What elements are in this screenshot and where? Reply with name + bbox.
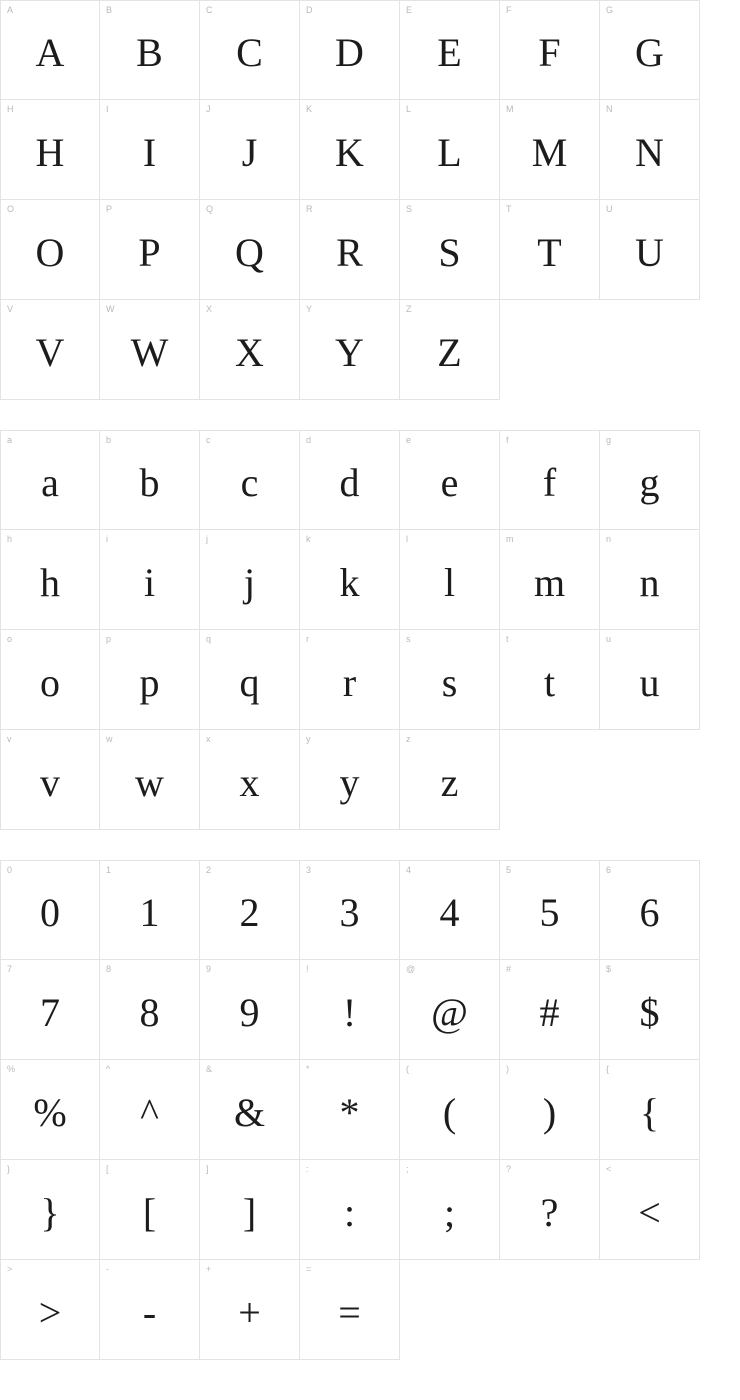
glyph-character: ? [540, 1189, 559, 1235]
glyph-character: } [40, 1189, 60, 1235]
glyph-code-label: : [306, 1164, 309, 1174]
glyph-character: V [35, 329, 65, 375]
glyph-cell [500, 0, 600, 100]
glyph-code-label: U [606, 204, 613, 214]
glyph-cell [0, 0, 100, 100]
glyph-character: W [130, 329, 169, 375]
glyph-code-label: > [7, 1264, 13, 1274]
glyph-character: 6 [639, 890, 660, 935]
glyph-code-label: } [7, 1164, 11, 1174]
glyph-code-label: n [606, 534, 612, 544]
glyph-character: @ [431, 989, 468, 1035]
glyph-cell [300, 1060, 400, 1160]
section-divider-space [0, 400, 740, 430]
glyph-character: k [339, 559, 360, 605]
glyph-character: Y [335, 329, 364, 375]
glyph-code-label: h [7, 534, 13, 544]
glyph-code-label: G [606, 5, 614, 15]
glyph-character: N [635, 129, 664, 175]
glyph-character: x [239, 759, 260, 805]
glyph-cell [100, 430, 200, 530]
glyph-character: ) [542, 1089, 557, 1135]
glyph-character: E [437, 30, 462, 75]
glyph-cell [300, 0, 400, 100]
glyph-cell [600, 860, 700, 960]
glyph-character: G [635, 30, 664, 75]
glyph-code-label: { [606, 1064, 610, 1074]
glyph-code-label: B [106, 5, 113, 15]
glyph-character: i [143, 559, 156, 605]
glyph-character: 0 [40, 890, 60, 935]
glyph-cell [0, 300, 100, 400]
glyph-code-label: K [306, 104, 313, 114]
glyph-cell [100, 0, 200, 100]
glyph-code-label: w [106, 734, 113, 744]
glyph-code-label: e [406, 435, 412, 445]
glyph-code-label: [ [106, 1164, 109, 1174]
glyph-character: r [342, 659, 357, 705]
glyph-character: ; [443, 1189, 456, 1235]
glyph-code-label: ? [506, 1164, 512, 1174]
glyph-cell [300, 860, 400, 960]
glyph-cell [500, 430, 600, 530]
glyph-code-label: R [306, 204, 313, 214]
glyph-cell [100, 1160, 200, 1260]
glyph-code-label: u [606, 634, 612, 644]
glyph-cell [500, 200, 600, 300]
glyph-cell [300, 1260, 400, 1360]
glyph-character: t [543, 659, 556, 705]
glyph-cell [600, 200, 700, 300]
glyph-cell [0, 530, 100, 630]
glyph-code-label: W [106, 304, 115, 314]
glyph-cell [400, 200, 500, 300]
glyph-cell [400, 530, 500, 630]
glyph-code-label: Y [306, 304, 313, 314]
glyph-cell [300, 630, 400, 730]
glyph-character: & [233, 1089, 266, 1135]
glyph-cell [0, 200, 100, 300]
glyph-code-label: < [606, 1164, 612, 1174]
glyph-code-label: Q [206, 204, 214, 214]
glyph-cell-empty [600, 1260, 700, 1360]
glyph-character: c [240, 460, 259, 505]
glyph-character: < [638, 1189, 661, 1235]
glyph-code-label: j [206, 534, 208, 544]
glyph-section-digits-and-symbols [0, 860, 740, 1360]
glyph-character: % [33, 1089, 67, 1135]
glyph-code-label: ) [506, 1064, 509, 1074]
glyph-cell [400, 0, 500, 100]
glyph-code-label: T [506, 204, 512, 214]
glyph-code-label: a [7, 435, 13, 445]
glyph-code-label: L [406, 104, 412, 114]
glyph-character: B [136, 30, 163, 75]
glyph-character: 9 [239, 989, 260, 1035]
glyph-cell [400, 430, 500, 530]
glyph-cell [300, 200, 400, 300]
glyph-character: b [139, 460, 160, 505]
glyph-code-label: $ [606, 964, 612, 974]
glyph-cell [600, 0, 700, 100]
glyph-character: 4 [439, 890, 460, 935]
glyph-cell [400, 1160, 500, 1260]
glyph-cell [200, 0, 300, 100]
glyph-character: - [142, 1289, 157, 1335]
glyph-character: ^ [140, 1089, 159, 1135]
glyph-character: 3 [339, 890, 360, 935]
glyph-character: S [438, 229, 461, 275]
glyph-code-label: 1 [106, 865, 112, 875]
glyph-code-label: + [206, 1264, 212, 1274]
glyph-character: q [239, 659, 260, 705]
glyph-cell [100, 100, 200, 200]
glyph-character: y [339, 759, 360, 805]
glyph-cell [300, 530, 400, 630]
glyph-cell [0, 100, 100, 200]
glyph-cell [200, 1060, 300, 1160]
glyph-code-label: z [406, 734, 411, 744]
glyph-cell [600, 100, 700, 200]
glyph-character: 2 [239, 890, 260, 935]
glyph-code-label: @ [406, 964, 416, 974]
glyph-cell [500, 960, 600, 1060]
glyph-code-label: = [306, 1264, 312, 1274]
glyph-character: 1 [139, 890, 160, 935]
glyph-cell [0, 730, 100, 830]
glyph-code-label: M [506, 104, 514, 114]
glyph-cell [200, 100, 300, 200]
glyph-code-label: q [206, 634, 212, 644]
glyph-cell [600, 530, 700, 630]
glyph-code-label: c [206, 435, 211, 445]
glyph-cell-empty [500, 730, 600, 830]
glyph-character: # [539, 989, 560, 1035]
glyph-code-label: E [406, 5, 413, 15]
glyph-cell [200, 200, 300, 300]
glyph-cell [100, 730, 200, 830]
glyph-cell [0, 1060, 100, 1160]
glyph-character: n [639, 559, 660, 605]
glyph-cell [200, 530, 300, 630]
glyph-cell [0, 430, 100, 530]
glyph-code-label: D [306, 5, 313, 15]
glyph-character: g [639, 460, 660, 505]
glyph-character: Z [437, 329, 462, 375]
glyph-cell [400, 730, 500, 830]
glyph-cell-empty [500, 1260, 600, 1360]
glyph-cell [200, 630, 300, 730]
glyph-cell [200, 1260, 300, 1360]
glyph-character: f [542, 460, 557, 505]
glyph-code-label: i [106, 534, 108, 544]
glyph-cell-empty [600, 300, 700, 400]
glyph-character: R [336, 229, 363, 275]
glyph-code-label: - [106, 1264, 109, 1274]
glyph-character: e [440, 460, 459, 505]
glyph-cell [0, 1260, 100, 1360]
glyph-cell [0, 860, 100, 960]
glyph-character: j [243, 559, 256, 605]
glyph-character: C [236, 30, 263, 75]
glyph-cell-empty [400, 1260, 500, 1360]
glyph-character: > [38, 1289, 62, 1335]
glyph-code-label: 6 [606, 865, 612, 875]
glyph-code-label: 8 [106, 964, 112, 974]
glyph-cell [400, 960, 500, 1060]
glyph-character: 5 [539, 890, 560, 935]
glyph-character: * [339, 1089, 360, 1135]
glyph-cell [100, 630, 200, 730]
glyph-cell [500, 1060, 600, 1160]
glyph-character: : [343, 1189, 356, 1235]
glyph-character: m [533, 559, 566, 605]
glyph-character: P [138, 229, 161, 275]
glyph-code-label: ; [406, 1164, 409, 1174]
glyph-code-label: 4 [406, 865, 412, 875]
glyph-grid [0, 860, 700, 1360]
glyph-character: p [139, 659, 160, 705]
glyph-code-label: d [306, 435, 312, 445]
glyph-character: l [443, 559, 456, 605]
glyph-character: $ [639, 989, 660, 1035]
glyph-code-label: r [306, 634, 309, 644]
glyph-character: d [339, 460, 360, 505]
glyph-code-label: ^ [106, 1064, 111, 1074]
glyph-character: [ [142, 1189, 157, 1235]
glyph-code-label: 3 [306, 865, 312, 875]
glyph-code-label: & [206, 1064, 213, 1074]
glyph-code-label: p [106, 634, 112, 644]
glyph-character: U [635, 229, 664, 275]
glyph-character: ] [242, 1189, 257, 1235]
glyph-code-label: 9 [206, 964, 212, 974]
glyph-code-label: I [106, 104, 109, 114]
glyph-code-label: * [306, 1064, 310, 1074]
glyph-cell [200, 1160, 300, 1260]
glyph-character: Q [235, 229, 264, 275]
glyph-character: A [35, 30, 65, 75]
glyph-character: K [335, 129, 364, 175]
glyph-code-label: 2 [206, 865, 212, 875]
glyph-code-label: l [406, 534, 408, 544]
glyph-character: a [41, 460, 59, 505]
glyph-character: + [238, 1289, 261, 1335]
glyph-section-uppercase-letters [0, 0, 740, 400]
glyph-code-label: ! [306, 964, 309, 974]
glyph-code-label: J [206, 104, 211, 114]
glyph-cell [400, 1060, 500, 1160]
glyph-code-label: O [7, 204, 15, 214]
glyph-cell [300, 100, 400, 200]
glyph-cell [600, 1160, 700, 1260]
glyph-cell [300, 430, 400, 530]
glyph-cell [300, 1160, 400, 1260]
glyph-character: = [338, 1289, 361, 1335]
glyph-cell [0, 1160, 100, 1260]
glyph-character: s [441, 659, 458, 705]
glyph-cell [100, 1060, 200, 1160]
glyph-character: 8 [139, 989, 160, 1035]
glyph-code-label: 0 [7, 865, 13, 875]
glyph-character: ! [342, 989, 357, 1035]
glyph-character: O [35, 229, 65, 275]
glyph-code-label: 7 [7, 964, 13, 974]
glyph-cell [600, 630, 700, 730]
glyph-code-label: f [506, 435, 509, 445]
glyph-code-label: S [406, 204, 413, 214]
glyph-cell [100, 200, 200, 300]
glyph-character: { [639, 1089, 660, 1135]
glyph-cell-empty [500, 300, 600, 400]
glyph-cell [500, 530, 600, 630]
glyph-cell [200, 430, 300, 530]
glyph-cell [400, 860, 500, 960]
glyph-cell [400, 630, 500, 730]
glyph-character: z [440, 759, 459, 805]
glyph-cell [0, 960, 100, 1060]
glyph-cell [0, 630, 100, 730]
glyph-section-lowercase-letters [0, 430, 740, 830]
glyph-character: J [241, 129, 258, 175]
glyph-code-label: ] [206, 1164, 209, 1174]
glyph-code-label: P [106, 204, 113, 214]
glyph-code-label: m [506, 534, 514, 544]
glyph-cell [400, 300, 500, 400]
glyph-code-label: A [7, 5, 14, 15]
glyph-code-label: s [406, 634, 411, 644]
glyph-cell [600, 960, 700, 1060]
glyph-cell-empty [600, 730, 700, 830]
glyph-code-label: v [7, 734, 12, 744]
glyph-character: w [135, 759, 164, 805]
glyph-code-label: b [106, 435, 112, 445]
glyph-cell [500, 860, 600, 960]
glyph-code-label: g [606, 435, 612, 445]
glyph-character: M [531, 129, 568, 175]
glyph-character: H [35, 129, 65, 175]
glyph-code-label: y [306, 734, 311, 744]
glyph-character: u [639, 659, 660, 705]
glyph-character: o [40, 659, 60, 705]
glyph-cell [600, 430, 700, 530]
glyph-cell [200, 960, 300, 1060]
glyph-cell [600, 1060, 700, 1160]
glyph-cell [500, 100, 600, 200]
glyph-code-label: Z [406, 304, 412, 314]
glyph-code-label: H [7, 104, 14, 114]
glyph-cell [300, 300, 400, 400]
glyph-grid [0, 430, 700, 830]
section-divider-space [0, 830, 740, 860]
glyph-code-label: F [506, 5, 512, 15]
glyph-code-label: X [206, 304, 213, 314]
glyph-code-label: % [7, 1064, 16, 1074]
glyph-character: L [437, 129, 462, 175]
glyph-cell [200, 730, 300, 830]
glyph-cell [100, 1260, 200, 1360]
glyph-cell [500, 630, 600, 730]
glyph-cell [100, 960, 200, 1060]
glyph-code-label: t [506, 634, 509, 644]
glyph-grid [0, 0, 700, 400]
glyph-cell [100, 860, 200, 960]
glyph-character: h [40, 559, 60, 605]
glyph-cell [200, 860, 300, 960]
glyph-code-label: N [606, 104, 613, 114]
glyph-character: 7 [40, 989, 60, 1035]
glyph-character: D [335, 30, 364, 75]
glyph-code-label: # [506, 964, 512, 974]
glyph-cell [300, 730, 400, 830]
glyph-character: T [537, 229, 562, 275]
glyph-character: F [538, 30, 561, 75]
glyph-cell [500, 1160, 600, 1260]
glyph-character: ( [442, 1089, 457, 1135]
glyph-cell [100, 300, 200, 400]
glyph-code-label: o [7, 634, 13, 644]
glyph-cell [200, 300, 300, 400]
glyph-code-label: x [206, 734, 211, 744]
glyph-code-label: 5 [506, 865, 512, 875]
glyph-code-label: V [7, 304, 14, 314]
glyph-character: v [40, 759, 60, 805]
glyph-character: I [142, 129, 157, 175]
glyph-cell [300, 960, 400, 1060]
glyph-code-label: ( [406, 1064, 409, 1074]
glyph-character: X [235, 329, 264, 375]
glyph-cell [400, 100, 500, 200]
glyph-cell [100, 530, 200, 630]
glyph-code-label: C [206, 5, 213, 15]
glyph-code-label: k [306, 534, 311, 544]
